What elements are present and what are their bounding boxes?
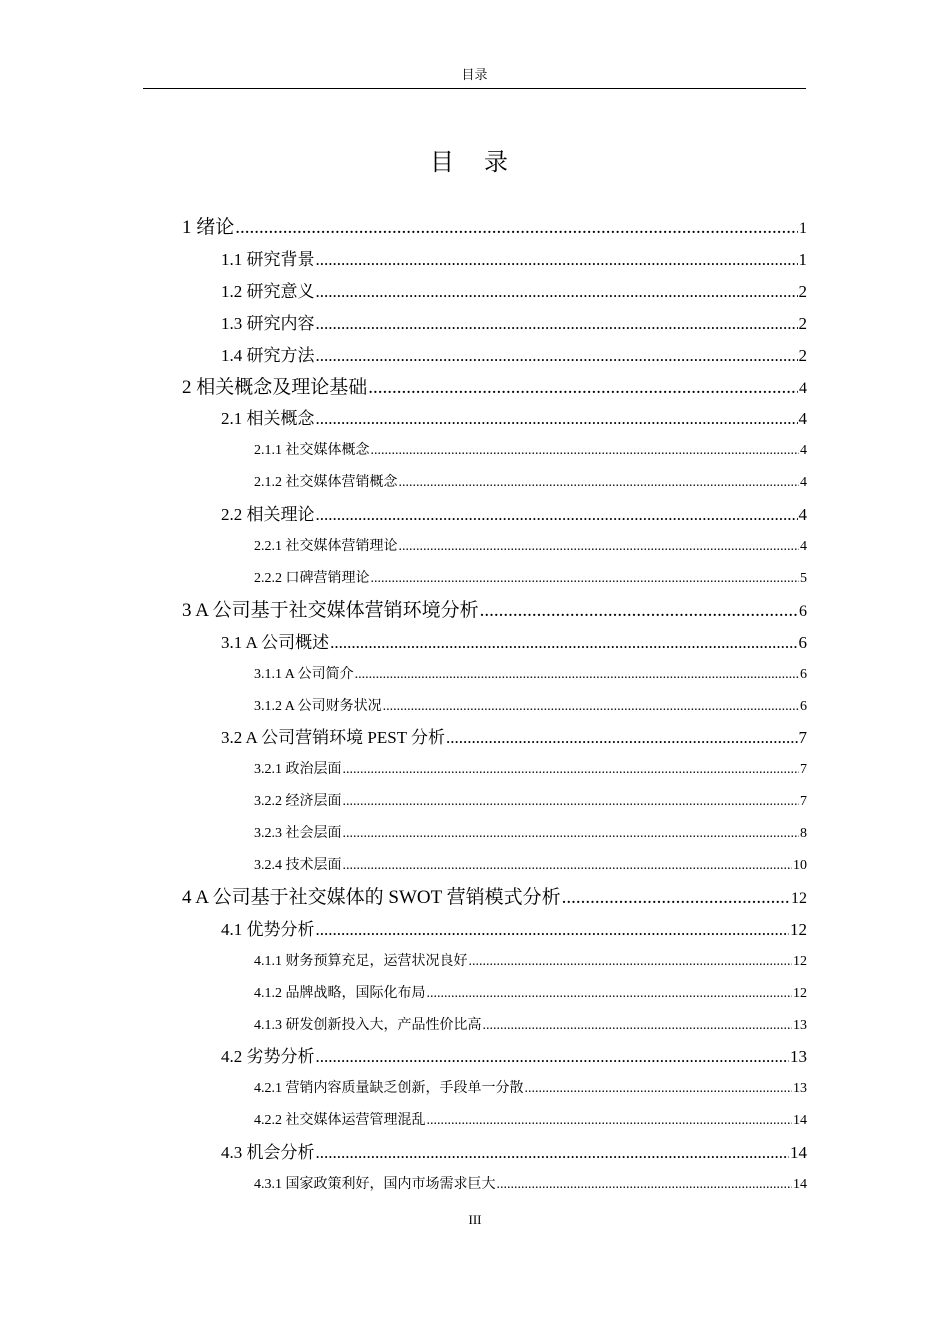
toc-leader-dots [330, 627, 797, 659]
toc-leader-dots [343, 850, 793, 882]
toc-entry-level-3[interactable] [254, 1073, 807, 1105]
toc-leader-dots [427, 978, 793, 1010]
toc-leader-dots [316, 308, 798, 340]
toc-entry-level-3[interactable] [254, 659, 807, 691]
page-number: III [468, 1212, 482, 1227]
running-header: 目录 [143, 62, 806, 89]
toc-entry-label: 4.1.3 研发创新投入大，产品性价比高 [254, 1017, 482, 1033]
toc-leader-dots [316, 914, 790, 946]
toc-entry-level-3[interactable] [254, 978, 807, 1010]
toc-entry-level-2[interactable] [221, 722, 807, 754]
toc-entry-level-1[interactable] [182, 212, 807, 244]
toc-leader-dots [316, 340, 798, 372]
toc-entry-page: 2 [798, 345, 807, 365]
toc-entry-level-3[interactable] [254, 946, 807, 978]
toc-entry-level-3[interactable] [254, 1010, 807, 1042]
toc-entry-label: 4.1 优势分析 [221, 919, 315, 939]
toc-entry-label: 3.1.2 A 公司财务状况 [254, 698, 382, 714]
toc-entry-label: 1.1 研究背景 [221, 249, 315, 269]
toc-entry-label: 4 A 公司基于社交媒体的 SWOT 营销模式分析 [182, 886, 561, 908]
toc-entry-level-2[interactable] [221, 627, 807, 659]
toc-entry-page: 7 [800, 794, 807, 810]
toc-entry-level-2[interactable] [221, 1137, 807, 1169]
toc-leader-dots [316, 276, 798, 308]
toc-leader-dots [316, 1041, 790, 1073]
toc-entry-level-3[interactable] [254, 786, 807, 818]
toc-entry-level-3[interactable] [254, 818, 807, 850]
toc-leader-dots [355, 659, 799, 691]
toc-leader-dots [480, 595, 798, 627]
toc-entry-level-2[interactable] [221, 340, 807, 372]
toc-entry-level-3[interactable] [254, 691, 807, 723]
toc-leader-dots [399, 467, 800, 499]
toc-entry-page: 13 [793, 1081, 807, 1097]
toc-leader-dots [316, 403, 798, 435]
toc-entry-level-3[interactable] [254, 1169, 807, 1201]
toc-entry-label: 4.3.1 国家政策利好，国内市场需求巨大 [254, 1177, 496, 1192]
toc-entry-label: 3.2.2 经济层面 [254, 794, 342, 810]
toc-leader-dots [316, 1137, 790, 1169]
toc-leader-dots [371, 563, 800, 595]
toc-entry-page: 12 [791, 889, 807, 907]
toc-leader-dots [399, 531, 800, 563]
toc-entry-level-2[interactable] [221, 276, 807, 308]
toc-entry-page: 4 [800, 475, 807, 491]
toc-entry-page: 12 [793, 985, 807, 1001]
toc-entry-page: 4 [798, 409, 807, 429]
toc-entry-level-1[interactable] [182, 595, 807, 627]
toc-entry-page: 6 [800, 698, 807, 714]
toc-leader-dots [371, 435, 800, 467]
toc-entry-label: 2.2.2 口碑营销理论 [254, 570, 370, 586]
toc-entry-page: 14 [793, 1113, 807, 1129]
toc-entry-label: 3.2.3 社会层面 [254, 826, 342, 842]
toc-entry-label: 2.2.1 社交媒体营销理论 [254, 539, 398, 554]
toc-entry-page: 12 [793, 953, 807, 969]
toc-leader-dots [469, 946, 793, 978]
toc-entry-label: 4.3 机会分析 [221, 1143, 315, 1163]
toc-entry-level-1[interactable] [182, 882, 807, 914]
toc-entry-page: 7 [800, 762, 807, 778]
toc-entry-page: 1 [799, 220, 807, 237]
toc-leader-dots [343, 818, 800, 850]
toc-entry-level-2[interactable] [221, 403, 807, 435]
toc-entry-page: 4 [799, 379, 807, 397]
toc-leader-dots [446, 722, 797, 754]
toc-entry-page: 2 [798, 281, 807, 301]
toc-title: 目 录 [430, 150, 520, 176]
toc-leader-dots [562, 882, 790, 914]
toc-entry-level-1[interactable] [182, 372, 807, 404]
toc-entry-label: 3 A 公司基于社交媒体营销环境分析 [182, 599, 479, 621]
toc-entry-page: 13 [793, 1017, 807, 1033]
toc-leader-dots [383, 691, 799, 723]
toc-entry-page: 10 [793, 858, 807, 873]
toc-entry-label: 3.1 A 公司概述 [221, 632, 330, 652]
toc-entry-level-2[interactable] [221, 308, 807, 340]
toc-entry-page: 14 [790, 1143, 807, 1163]
toc-entry-level-3[interactable] [254, 467, 807, 499]
toc-entry-level-2[interactable] [221, 244, 807, 276]
toc-entry-label: 4.2 劣势分析 [221, 1047, 315, 1067]
toc-leader-dots [497, 1169, 793, 1201]
toc-entry-page: 4 [798, 505, 807, 525]
toc-entry-level-3[interactable] [254, 1105, 807, 1137]
toc-leader-dots [343, 786, 800, 818]
toc-entry-label: 4.2.1 营销内容质量缺乏创新，手段单一分散 [254, 1081, 524, 1097]
toc-entry-label: 2.1.1 社交媒体概念 [254, 443, 370, 459]
toc-entry-page: 7 [798, 728, 807, 748]
toc-leader-dots [343, 754, 800, 786]
toc-leader-dots [316, 244, 798, 276]
toc-entry-label: 4.1.2 品牌战略，国际化布局 [254, 985, 426, 1001]
toc-entry-level-2[interactable] [221, 914, 807, 946]
toc-entry-page: 6 [799, 602, 807, 620]
toc-entry-label: 2.2 相关理论 [221, 505, 315, 525]
toc-entry-page: 8 [800, 826, 807, 842]
toc-entry-level-2[interactable] [221, 499, 807, 531]
toc-leader-dots [368, 372, 798, 404]
toc-entry-label: 1 绪论 [182, 217, 235, 238]
toc-entry-page: 1 [798, 249, 807, 269]
toc-entry-label: 2 相关概念及理论基础 [182, 376, 368, 398]
toc-leader-dots [483, 1010, 793, 1042]
toc-entry-label: 1.4 研究方法 [221, 345, 315, 365]
toc-entry-level-3[interactable] [254, 563, 807, 595]
toc-entry-page: 6 [800, 666, 807, 682]
toc-entry-label: 1.2 研究意义 [221, 281, 315, 301]
toc-entry-level-3[interactable] [254, 754, 807, 786]
toc-leader-dots [525, 1073, 793, 1105]
toc-entry-label: 3.2.4 技术层面 [254, 858, 342, 873]
toc-entry-page: 12 [790, 919, 807, 939]
toc-entry-page: 4 [800, 443, 807, 459]
toc-entry-page: 13 [790, 1047, 807, 1067]
toc-entry-page: 5 [800, 570, 807, 586]
toc-entry-label: 4.1.1 财务预算充足，运营状况良好 [254, 953, 468, 969]
toc-entry-page: 4 [800, 539, 807, 554]
toc-entry-label: 1.3 研究内容 [221, 313, 315, 333]
toc-entry-label: 3.2.1 政治层面 [254, 762, 342, 778]
toc-entry-page: 2 [798, 313, 807, 333]
toc-entry-level-3[interactable] [254, 850, 807, 882]
toc-entry-label: 2.1.2 社交媒体营销概念 [254, 475, 398, 491]
toc-entry-label: 2.1 相关概念 [221, 409, 315, 429]
toc-leader-dots [235, 212, 798, 244]
toc-entry-label: 3.2 A 公司营销环境 PEST 分析 [221, 728, 446, 748]
toc-entry-level-3[interactable] [254, 531, 807, 563]
toc-leader-dots [427, 1105, 793, 1137]
toc-entry-level-3[interactable] [254, 435, 807, 467]
toc-entry-label: 3.1.1 A 公司简介 [254, 666, 354, 682]
toc-entry-level-2[interactable] [221, 1041, 807, 1073]
toc-leader-dots [316, 499, 798, 531]
toc-entry-page: 14 [793, 1177, 807, 1192]
toc-entry-label: 4.2.2 社交媒体运营管理混乱 [254, 1113, 426, 1129]
toc-entry-page: 6 [798, 632, 807, 652]
